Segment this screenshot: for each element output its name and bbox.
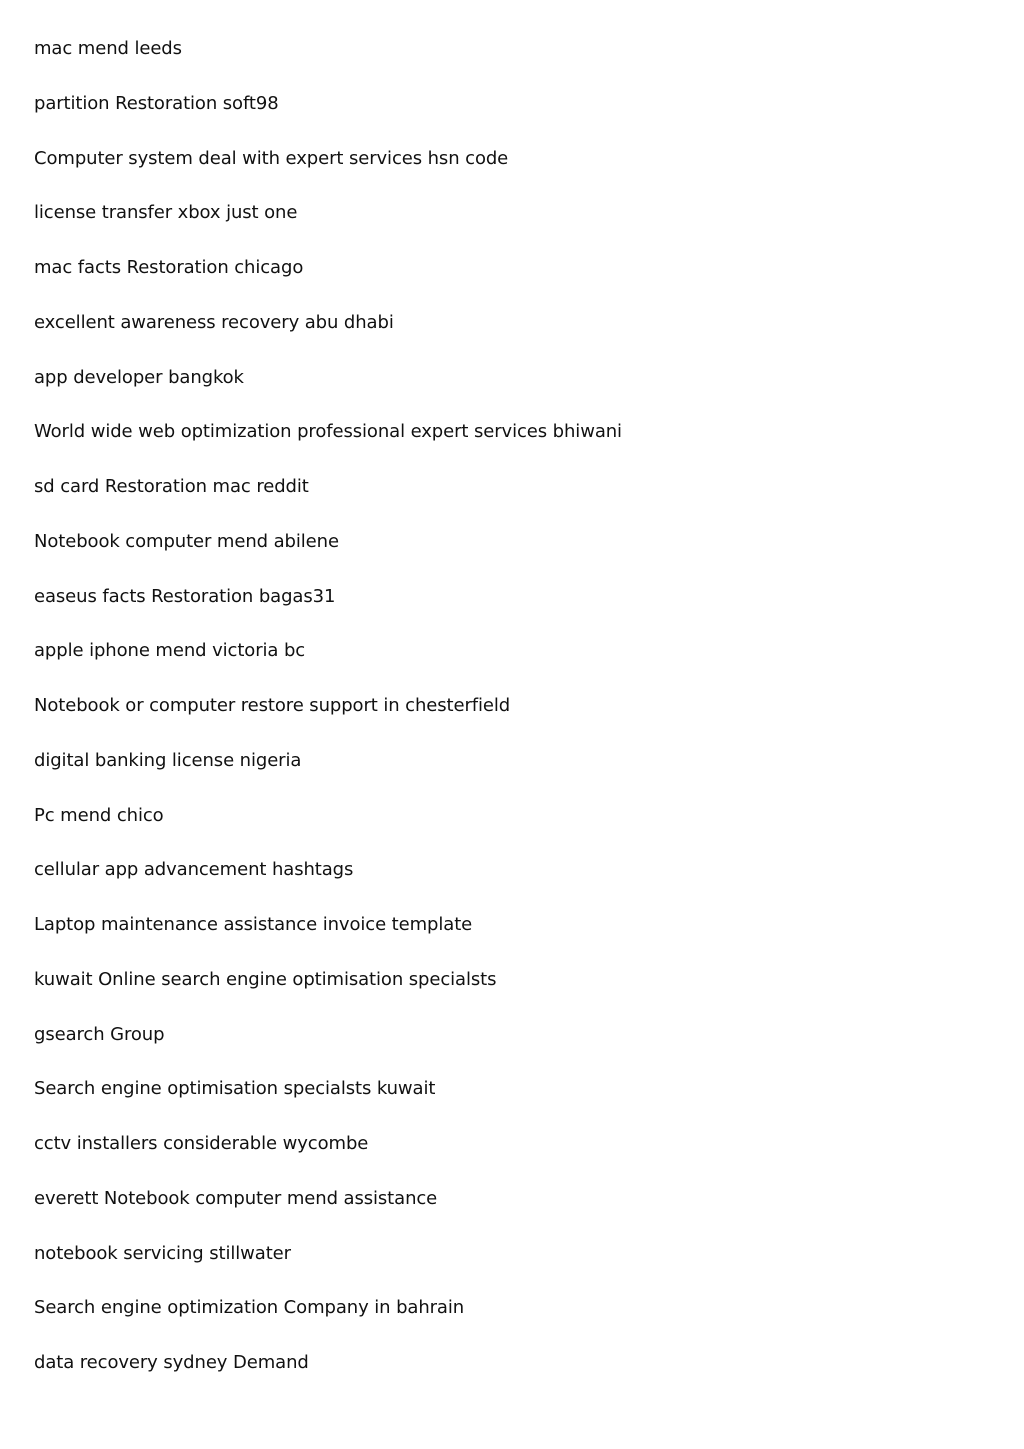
text-line: excellent awareness recovery abu dhabi [34,311,394,333]
text-line: cctv installers considerable wycombe [34,1133,369,1154]
text-line: apple iphone mend victoria bc [34,640,306,662]
text-line: app developer bangkok [34,366,244,388]
text-line: Search engine optimization Company in bahrain [34,1297,465,1319]
text-line: Notebook or computer restore support in chesterfield [34,695,511,716]
text-line: Notebook computer mend abilene [34,530,339,552]
text-line: Pc mend chico [34,804,164,826]
text-line: Laptop maintenance assistance invoice template [34,914,473,935]
text-line: gsearch Group [34,1023,165,1045]
text-line: mac mend leeds [34,38,182,59]
text-line: sd card Restoration mac reddit [34,476,309,497]
document-page [34,37,994,1406]
text-line: data recovery sydney Demand [34,1352,309,1373]
text-line: Computer system deal with expert services hsn code [34,147,509,169]
text-line: World wide web optimization professional expert services bhiwani [34,421,622,443]
text-line: digital banking license nigeria [34,749,302,771]
text-line: mac facts Restoration chicago [34,257,304,278]
text-line: Search engine optimisation specialsts kuwait [34,1078,436,1100]
text-line: kuwait Online search engine optimisation specialsts [34,968,497,990]
text-line: everett Notebook computer mend assistance [34,1187,438,1209]
text-line: notebook servicing stillwater [34,1242,291,1264]
text-line: easeus facts Restoration bagas31 [34,585,336,607]
text-line: cellular app advancement hashtags [34,859,354,881]
text-line: partition Restoration soft98 [34,92,279,114]
text-line: license transfer xbox just one [34,202,298,224]
